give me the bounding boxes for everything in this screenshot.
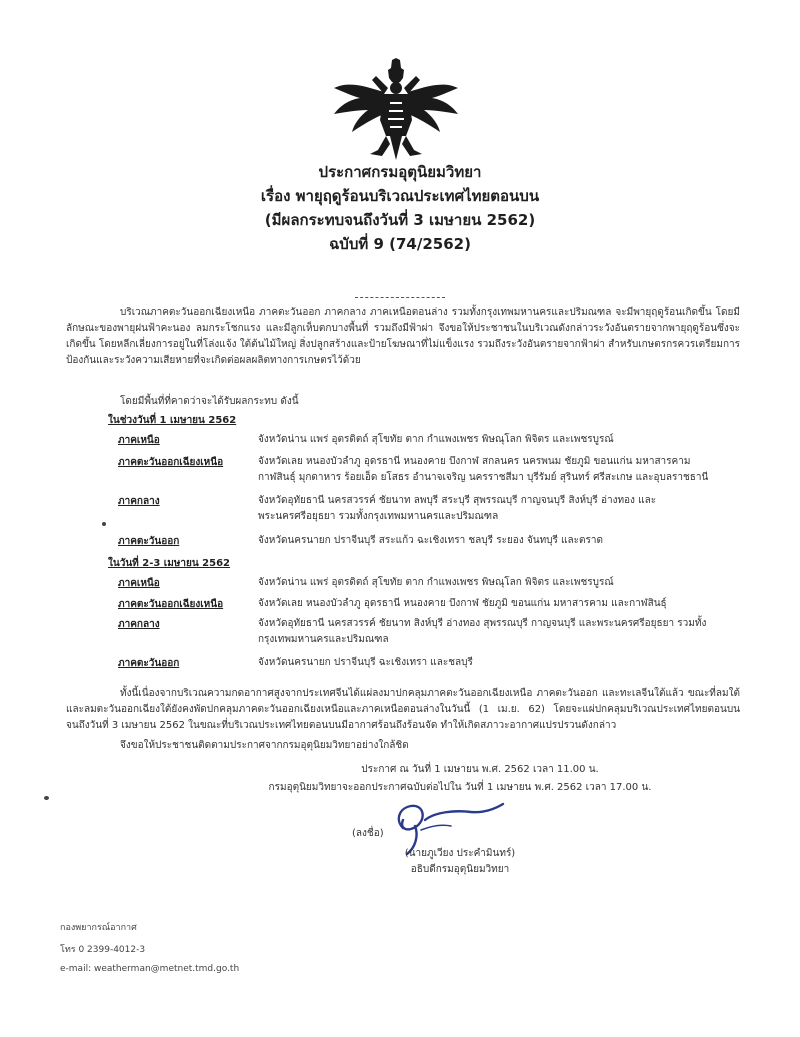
region-label: ภาคเหนือ bbox=[118, 578, 160, 589]
region-provinces: จังหวัดนครนายก ปราจีนบุรี สระแก้ว ฉะเชิงเทรา ชลบุรี ระยอง จันทบุรี และตราด bbox=[258, 535, 603, 546]
subject-line: เรื่อง พายุฤดูร้อนบริเวณประเทศไทยตอนบน bbox=[260, 187, 540, 205]
intro-paragraph: บริเวณภาคตะวันออกเฉียงเหนือ ภาคตะวันออก ภาคกลาง ภาคเหนือตอนล่าง รวมทั้งกรุงเทพมหานครและปริมณฑล จะมีพายุฤดูร้อนเกิดขึ้น โดยมีลักษณะของพายุฝนฟ้าคะนอง ลมกระโชกแรง และมีลูกเห็บตกบางพื้นที่ รวมถึงมีฟ้าผ่า จึงขอให้ประชาชนในบริเวณดังกล่าวระวังอันตรายจากพายุฤดูร้อนซึ่งจะเกิดขึ้น โดยหลีกเลี่ยงการอยู่ในที่โล่งแจ้ง ใต้ต้นไม้ใหญ่ สิ่งปลูกสร้างและป้ายโฆษณาที่ไม่แข็งแรง รวมถึงระวังอันตรายจากฟ้าผ่า สำหรับเกษตรกรควรเตรียมการป้องกันและระวังความเสียหายที่จะเกิดต่อผลผลิตทางการเกษตรไว้ด้วย bbox=[66, 307, 740, 366]
region-provinces: จังหวัดอุทัยธานี นครสวรรค์ ชัยนาท ลพบุรี สระบุรี สุพรรณบุรี กาญจนบุรี สิงห์บุรี อ่างทอง และพระนครศรีอยุธยา รวมทั้งกรุงเทพมหานครและปริมณฑล bbox=[258, 495, 657, 522]
issued-date: ประกาศ ณ วันที่ 1 เมษายน พ.ศ. 2562 เวลา 11.00 น. bbox=[361, 764, 599, 775]
section-heading-day1: ในช่วงวันที่ 1 เมษายน 2562 bbox=[108, 415, 237, 426]
region-provinces: จังหวัดอุทัยธานี นครสวรรค์ ชัยนาท สิงห์บุรี อ่างทอง สุพรรณบุรี กาญจนบุรี และพระนครศรีอยุธยา รวมทั้งกรุงเทพมหานครและปริมณฑล bbox=[258, 618, 707, 645]
region-provinces: จังหวัดน่าน แพร่ อุตรดิตถ์ สุโขทัย ตาก กำแพงเพชร พิษณุโลก พิจิตร และเพชรบูรณ์ bbox=[258, 434, 614, 445]
footer-phone: โทร 0 2399-4012-3 bbox=[60, 945, 146, 955]
footer-division: กองพยากรณ์อากาศ bbox=[60, 923, 137, 933]
announcement-header bbox=[0, 160, 800, 256]
region-label: ภาคตะวันออกเฉียงเหนือ bbox=[118, 599, 224, 610]
effect-period: (มีผลกระทบจนถึงวันที่ 3 เมษายน 2562) bbox=[264, 211, 536, 229]
scan-speck bbox=[102, 522, 106, 526]
region-provinces: จังหวัดเลย หนองบัวลำภู อุดรธานี หนองคาย บึงกาฬ สกลนคร นครพนม ชัยภูมิ ขอนแก่น มหาสารคาม กาฬสินธุ์ มุกดาหาร ร้อยเอ็ด ยโสธร อำนาจเจริญ นครราชสีมา บุรีรัมย์ สุรินทร์ ศรีสะเกษ และอุบลราชธานี bbox=[258, 456, 709, 483]
garuda-emblem-icon bbox=[330, 58, 462, 162]
section-heading-day2: ในวันที่ 2-3 เมษายน 2562 bbox=[108, 558, 231, 569]
agency-title: ประกาศกรมอุตุนิยมวิทยา bbox=[318, 163, 482, 181]
signer-title: อธิบดีกรมอุตุนิยมวิทยา bbox=[410, 864, 510, 875]
region-label: ภาคตะวันออก bbox=[118, 536, 180, 547]
header-divider bbox=[355, 297, 445, 298]
region-label: ภาคตะวันออกเฉียงเหนือ bbox=[118, 457, 224, 468]
next-update: กรมอุตุนิยมวิทยาจะออกประกาศฉบับต่อไปใน วันที่ 1 เมษายน พ.ศ. 2562 เวลา 17.00 น. bbox=[268, 782, 652, 793]
region-provinces: จังหวัดน่าน แพร่ อุตรดิตถ์ สุโขทัย ตาก กำแพงเพชร พิษณุโลก พิจิตร และเพชรบูรณ์ bbox=[258, 577, 614, 588]
signed-label: (ลงชื่อ) bbox=[352, 828, 384, 839]
region-label: ภาคกลาง bbox=[118, 496, 160, 507]
list-intro: โดยมีพื้นที่ที่คาดว่าจะได้รับผลกระทบ ดังนี้ bbox=[120, 396, 299, 407]
region-provinces: จังหวัดเลย หนองบัวลำภู อุดรธานี หนองคาย บึงกาฬ ชัยภูมิ ขอนแก่น มหาสารคาม และกาฬสินธุ์ bbox=[258, 598, 667, 609]
footer-email: e-mail: weatherman@metnet.tmd.go.th bbox=[60, 964, 240, 974]
region-provinces: จังหวัดนครนายก ปราจีนบุรี ฉะเชิงเทรา และชลบุรี bbox=[258, 657, 473, 668]
region-label: ภาคตะวันออก bbox=[118, 658, 180, 669]
region-label: ภาคกลาง bbox=[118, 619, 160, 630]
closing-advice: จึงขอให้ประชาชนติดตามประกาศจากกรมอุตุนิยมวิทยาอย่างใกล้ชิด bbox=[120, 740, 409, 751]
closing-paragraph: ทั้งนี้เนื่องจากบริเวณความกดอากาศสูงจากประเทศจีนได้แผ่ลงมาปกคลุมภาคตะวันออกเฉียงเหนือ ภาคตะวันออก และทะเลจีนใต้แล้ว ขณะที่ลมใต้และลมตะวันออกเฉียงใต้ยังคงพัดปกคลุมภาคตะวันออกเฉียงเหนือและภาคเหนือตอนล่างในวันนี้ (1 เม.ย. 62) โดยจะแผ่ปกคลุมบริเวณประเทศไทยตอนบนจนถึงวันที่ 3 เมษายน 2562 ในขณะที่บริเวณประเทศไทยตอนบนมีอากาศร้อนถึงร้อนจัด ทำให้เกิดสภาวะอากาศแปรปรวนดังกล่าว bbox=[66, 688, 740, 731]
signer-name: (นายภูเวียง ประคำมินทร์) bbox=[404, 848, 516, 859]
issue-number: ฉบับที่ 9 (74/2562) bbox=[329, 235, 471, 253]
region-label: ภาคเหนือ bbox=[118, 435, 160, 446]
scan-speck bbox=[44, 796, 49, 800]
